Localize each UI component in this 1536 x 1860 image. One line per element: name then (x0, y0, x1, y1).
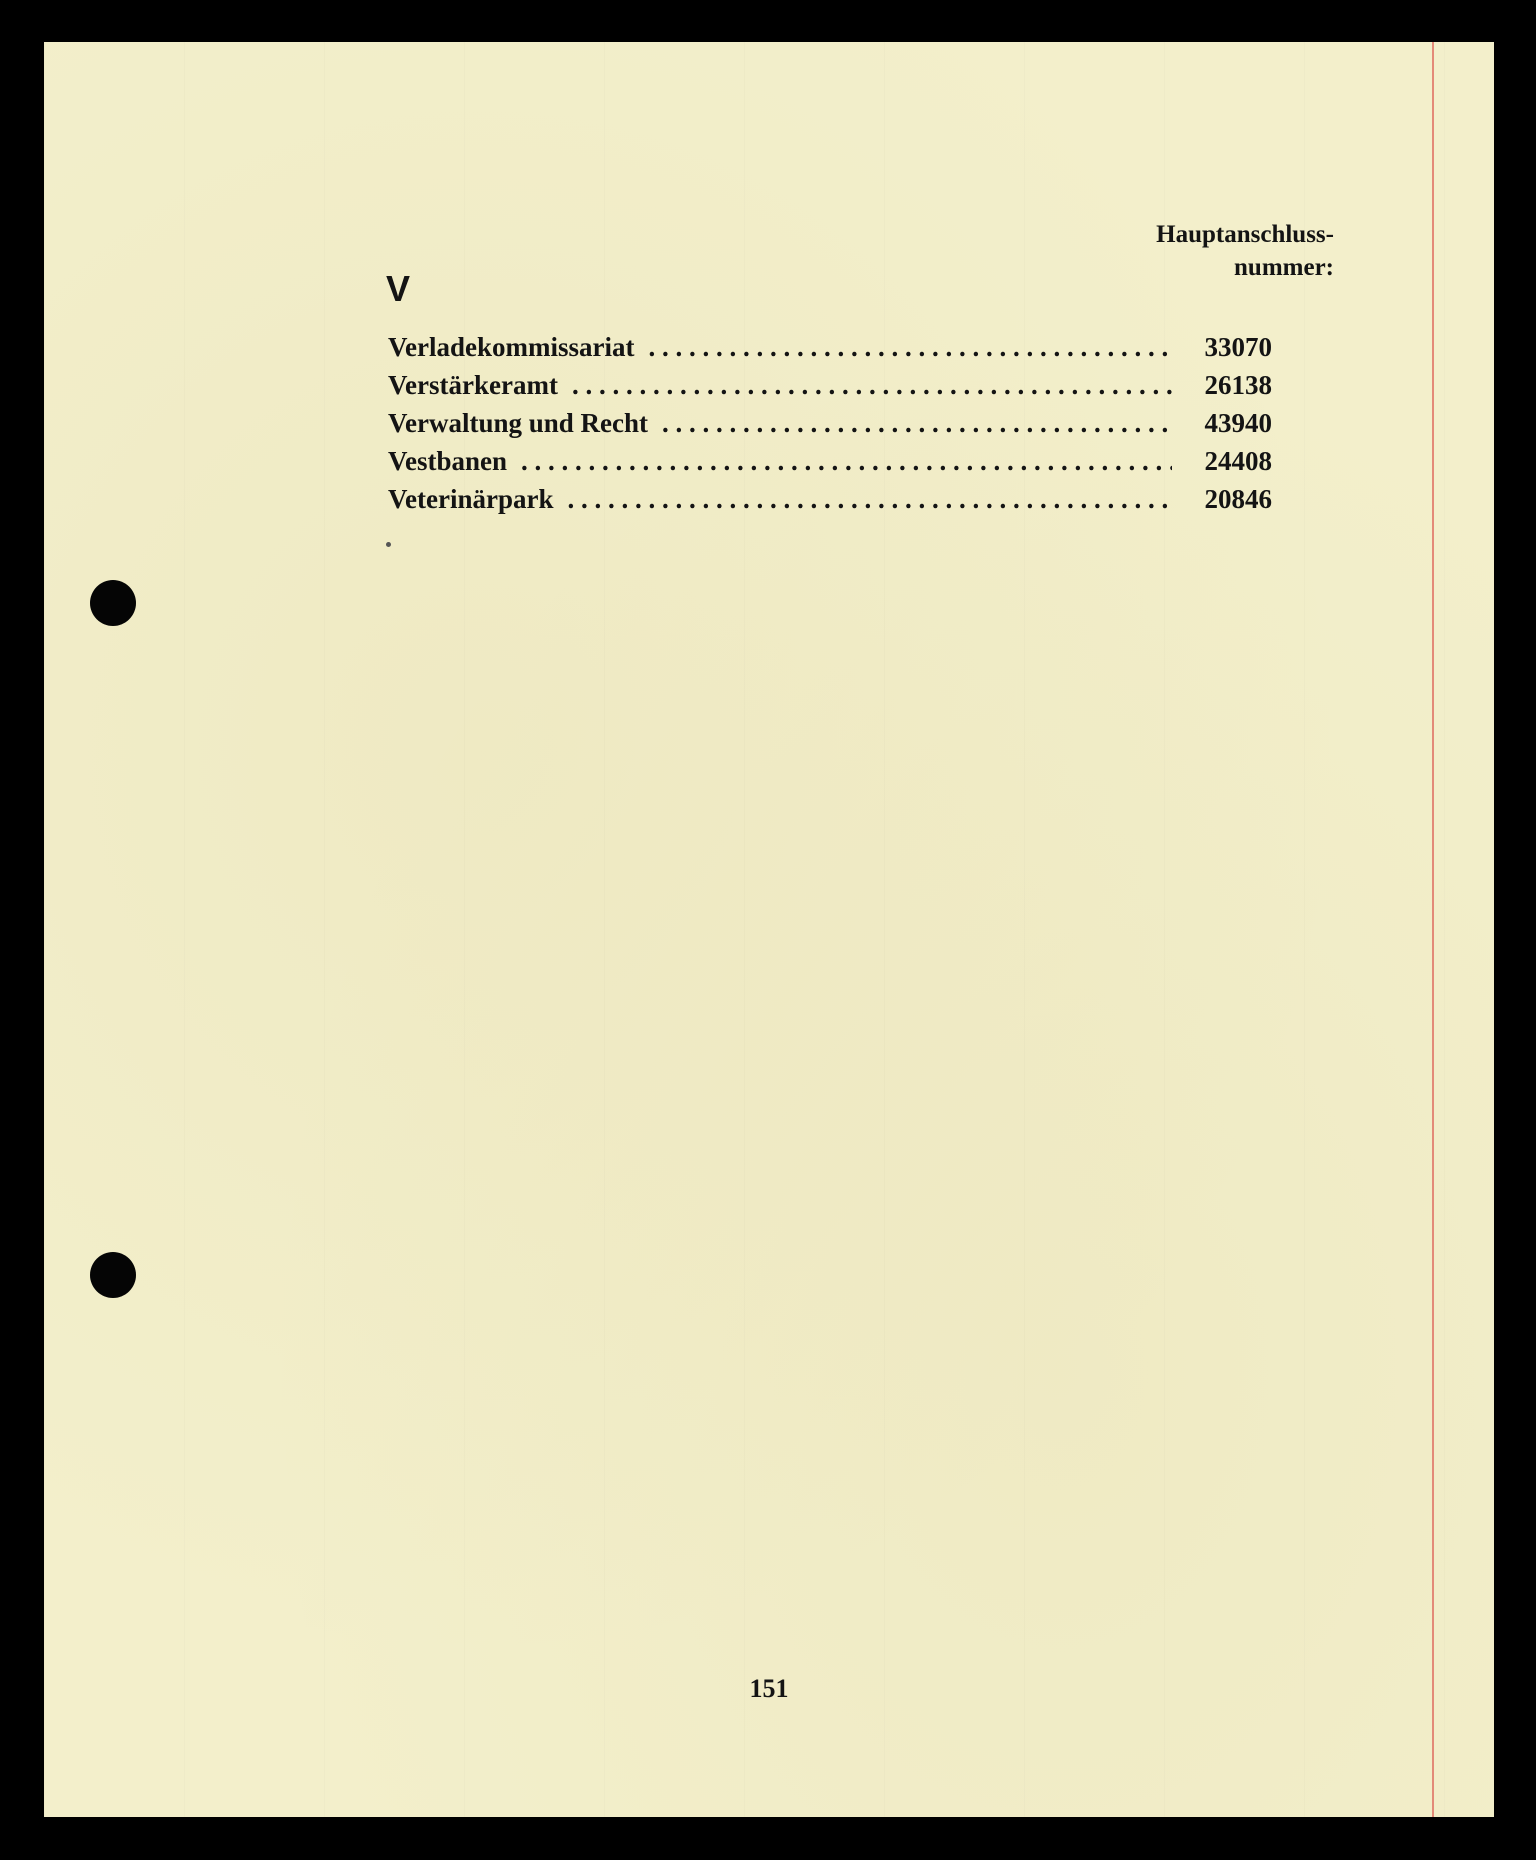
column-header-line1: Hauptanschluss- (1156, 221, 1334, 248)
dot-leader (662, 408, 1172, 439)
page-number: 151 (749, 1674, 789, 1703)
directory-entry (388, 332, 1272, 370)
margin-line (1432, 42, 1434, 1817)
entry-name: Vestbanen (388, 446, 508, 476)
dot-leader (567, 484, 1172, 515)
punch-hole-top (90, 580, 136, 626)
entry-number: 43940 (1204, 408, 1272, 438)
dot-leader (521, 446, 1172, 477)
column-header-line2: nummer: (1234, 254, 1334, 281)
section-letter: V (386, 268, 411, 309)
dot-leader (648, 332, 1172, 363)
directory-entry (388, 408, 1272, 446)
entry-name: Verwaltung und Recht (388, 408, 649, 438)
dot-leader (572, 370, 1172, 401)
ink-speck (386, 542, 391, 547)
entry-name: Verladekommissariat (388, 332, 635, 362)
directory-list (388, 332, 1272, 522)
entry-name: Verstärkeramt (388, 370, 558, 400)
document-page (44, 42, 1494, 1817)
column-header (1044, 218, 1334, 284)
directory-entry (388, 484, 1272, 522)
entry-number: 24408 (1204, 446, 1272, 476)
entry-number: 26138 (1204, 370, 1272, 400)
directory-entry (388, 370, 1272, 408)
directory-entry (388, 446, 1272, 484)
entry-name: Veterinärpark (388, 484, 554, 514)
punch-hole-bottom (90, 1252, 136, 1298)
entry-number: 20846 (1204, 484, 1272, 514)
entry-number: 33070 (1204, 332, 1272, 362)
